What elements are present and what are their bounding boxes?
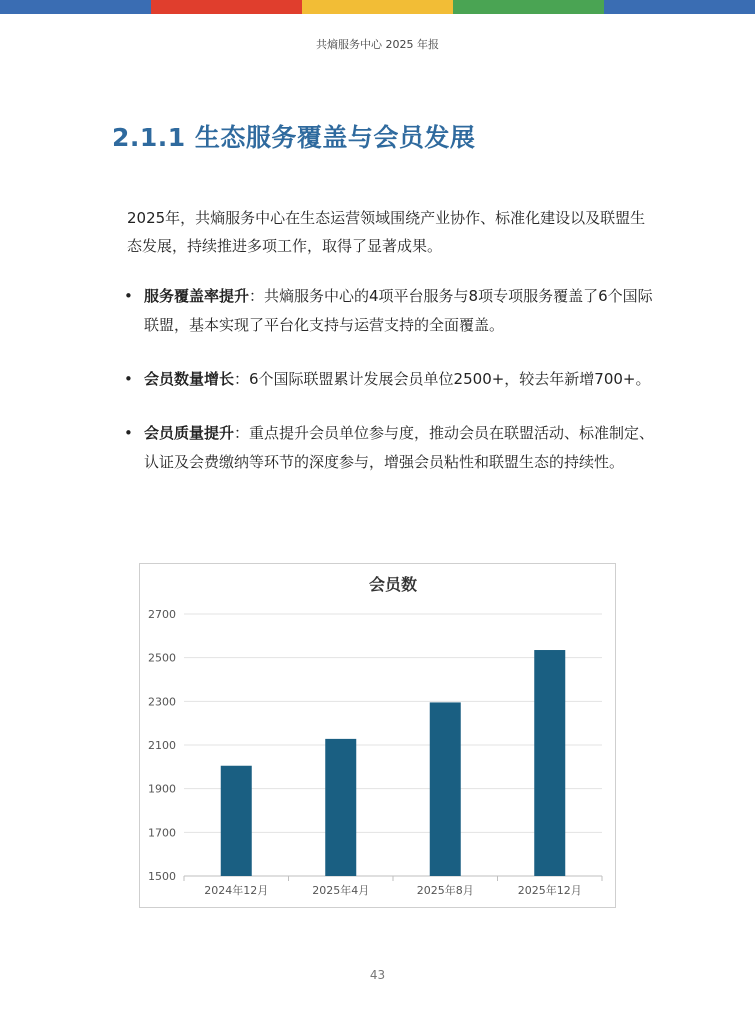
x-tick-label: 2025年4月 — [312, 884, 370, 897]
x-tick-label: 2025年8月 — [416, 884, 474, 897]
bullet-text: ：6个国际联盟累计发展会员单位2500+，较去年新增700+。 — [234, 370, 651, 388]
page-number: 43 — [369, 968, 386, 982]
bullet-item — [122, 282, 662, 340]
bullet-term: 会员质量提升 — [144, 424, 235, 442]
bar — [534, 650, 565, 876]
y-tick-label: 2100 — [148, 739, 176, 752]
bullet-text: ：共熵服务中心的4项平台服务与8项专项服务覆盖了6个国际联盟，基本实现了平台化支持与运营支持的全面覆盖。 — [144, 287, 653, 334]
bullet-dot-icon: • — [124, 370, 133, 388]
bullet-item — [122, 365, 662, 394]
member-count-chart — [139, 563, 616, 908]
chart-canvas — [140, 564, 615, 907]
bar — [430, 702, 461, 876]
color-bar-segment-4 — [453, 0, 604, 14]
bar — [325, 739, 356, 876]
bullet-dot-icon: • — [124, 287, 133, 305]
chart-title: 会员数 — [368, 575, 418, 594]
color-bar-segment-3 — [302, 0, 453, 14]
bullet-item — [122, 419, 662, 477]
x-tick-label: 2025年12月 — [517, 884, 582, 897]
bullet-text: ：重点提升会员单位参与度，推动会员在联盟活动、标准制定、认证及会费缴纳等环节的深度参与，增强会员粘性和联盟生态的持续性。 — [144, 424, 655, 471]
bullet-term: 服务覆盖率提升 — [144, 287, 250, 305]
color-bar-segment-5 — [604, 0, 755, 14]
y-tick-label: 1500 — [148, 870, 176, 883]
report-header-title: 共熵服务中心 2025 年报 — [316, 38, 439, 51]
y-tick-label: 2500 — [148, 651, 176, 665]
intro-paragraph: 2025年，共熵服务中心在生态运营领域围绕产业协作、标准化建设以及联盟生态发展，持续推进多项工作，取得了显著成果。 — [127, 209, 646, 255]
bullet-list — [122, 282, 662, 477]
top-color-bar — [0, 0, 755, 14]
bullet-dot-icon: • — [124, 424, 133, 442]
y-tick-label: 2300 — [148, 695, 176, 709]
bar — [221, 766, 252, 876]
x-tick-label: 2024年12月 — [204, 884, 269, 897]
y-tick-label: 1900 — [148, 782, 176, 796]
bullet-term: 会员数量增长 — [144, 370, 235, 388]
color-bar-segment-1 — [0, 0, 151, 14]
color-bar-segment-2 — [151, 0, 302, 14]
y-tick-label: 2700 — [148, 608, 176, 621]
y-tick-label: 1700 — [148, 826, 176, 840]
section-title: 2.1.1 生态服务覆盖与会员发展 — [112, 123, 476, 152]
